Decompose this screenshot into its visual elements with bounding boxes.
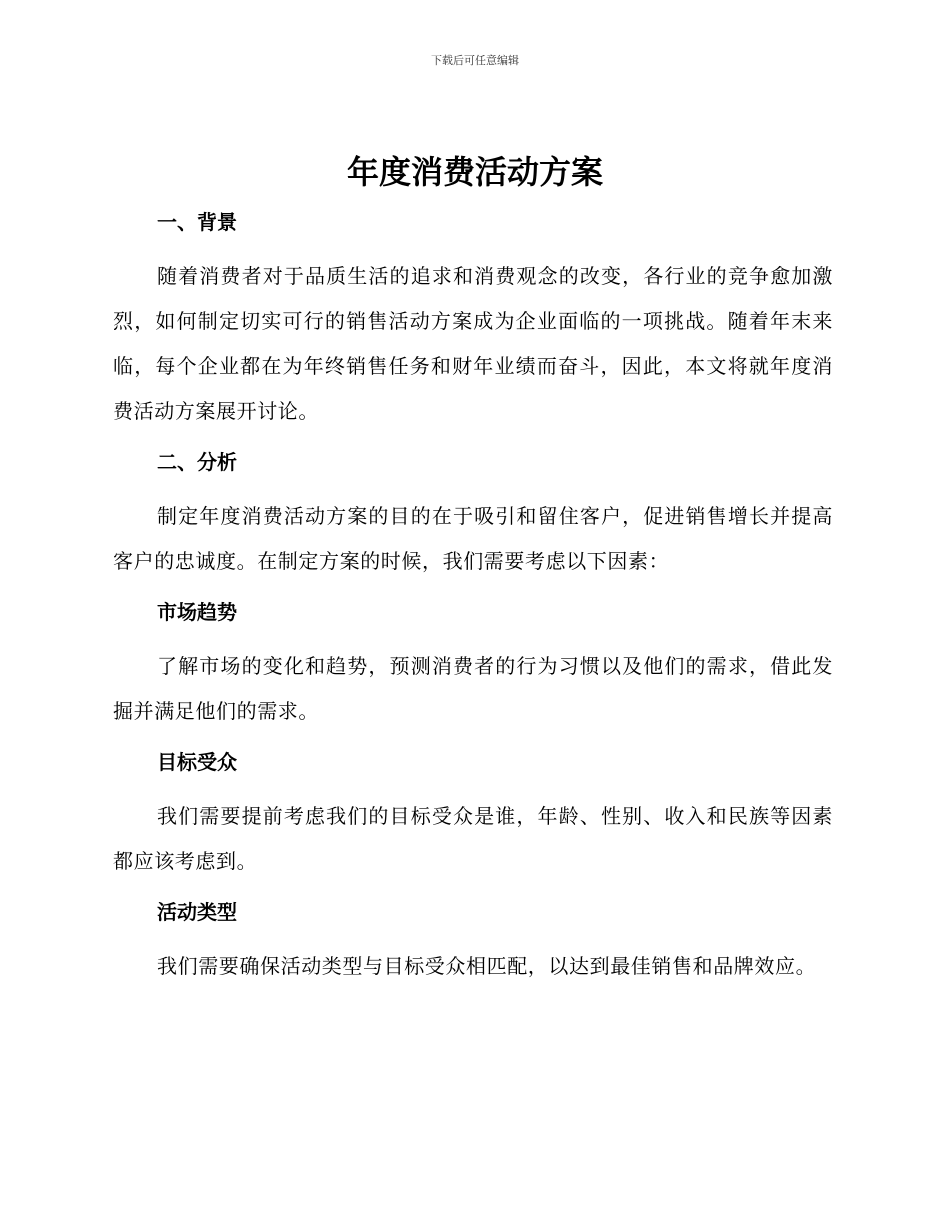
section-heading-background: 一、背景 — [157, 210, 237, 234]
paragraph-activity-type: 我们需要确保活动类型与目标受众相匹配，以达到最佳销售和品牌效应。 — [157, 954, 817, 978]
section-heading-analysis: 二、分析 — [157, 450, 237, 474]
section-paragraph-background: 随着消费者对于品质生活的追求和消费观念的改变，各行业的竞争愈加激烈，如何制定切实可行的销售活动方案成为企业面临的一项挑战。随着年末来临，每个企业都在为年终销售任务和财年业绩而奋斗，因此，本文将就年度消费活动方案展开讨论。 — [113, 264, 833, 423]
document-title: 年度消费活动方案 — [346, 153, 603, 191]
paragraph-target-audience: 我们需要提前考虑我们的目标受众是谁，年龄、性别、收入和民族等因素都应该考虑到。 — [113, 804, 833, 873]
subheading-market-trends: 市场趋势 — [157, 600, 237, 624]
section-paragraph-analysis: 制定年度消费活动方案的目的在于吸引和留住客户，促进销售增长并提高客户的忠诚度。在制定方案的时候，我们需要考虑以下因素： — [113, 504, 833, 573]
document-body — [113, 204, 833, 989]
paragraph-market-trends: 了解市场的变化和趋势，预测消费者的行为习惯以及他们的需求，借此发掘并满足他们的需求。 — [113, 654, 833, 723]
page-header-note: 下载后可任意编辑 — [431, 54, 519, 67]
subheading-target-audience: 目标受众 — [157, 750, 237, 774]
subheading-activity-type: 活动类型 — [157, 900, 237, 924]
